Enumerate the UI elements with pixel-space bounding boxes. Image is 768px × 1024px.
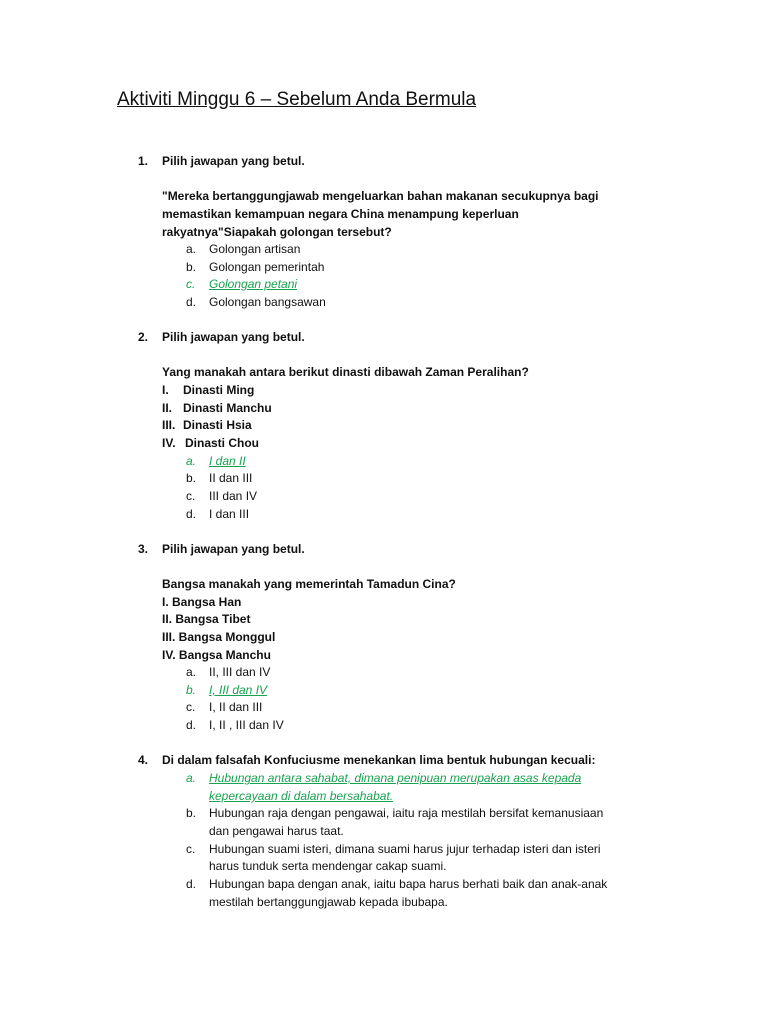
q3-option-c: I, II dan III: [209, 700, 263, 714]
q3-option-d-letter: d.: [186, 718, 197, 732]
q4-option-b-letter: b.: [186, 806, 197, 820]
q2-item-4-roman: IV.: [162, 436, 176, 450]
q3-prompt: Pilih jawapan yang betul.: [162, 542, 305, 556]
q2-option-c: III dan IV: [209, 489, 258, 503]
q4-option-c-letter: c.: [186, 842, 196, 856]
q3-item-1: I. Bangsa Han: [162, 595, 242, 609]
q1-option-a: Golongan artisan: [209, 242, 301, 256]
page-title: Aktiviti Minggu 6 – Sebelum Anda Bermula: [117, 89, 477, 110]
q4-option-d-line-2: mestilah bertanggungjawab kepada ibubapa.: [209, 895, 448, 909]
q3-option-c-letter: c.: [186, 700, 196, 714]
q4-option-a-letter: a.: [186, 771, 197, 785]
q1-option-b: Golongan pemerintah: [209, 260, 325, 274]
q3-number: 3.: [138, 542, 149, 556]
q2-item-3-roman: III.: [162, 418, 176, 432]
q3-option-a: II, III dan IV: [209, 665, 271, 679]
q4-option-a-line-2-correct: kepercayaan di dalam bersahabat.: [209, 789, 394, 803]
q2-item-4: Dinasti Chou: [185, 436, 259, 450]
q4-option-a-line-1-correct: Hubungan antara sahabat, dimana penipuan merupakan asas kepada: [209, 771, 582, 785]
q2-item-2: Dinasti Manchu: [183, 401, 272, 415]
q3-item-3: III. Bangsa Monggul: [162, 630, 276, 644]
q4-option-c-line-1: Hubungan suami isteri, dimana suami harus jujur terhadap isteri dan isteri: [209, 842, 601, 856]
q2-prompt: Pilih jawapan yang betul.: [162, 330, 305, 344]
q2-number: 2.: [138, 330, 149, 344]
q2-item-1: Dinasti Ming: [183, 383, 255, 397]
q2-item-1-roman: I.: [162, 383, 169, 397]
q2-item-2-roman: II.: [162, 401, 173, 415]
q1-option-b-letter: b.: [186, 260, 197, 274]
q1-stem-line-2: memastikan kemampuan negara China menampung keperluan: [162, 207, 519, 221]
q1-stem-line-1: "Mereka bertanggungjawab mengeluarkan bahan makanan secukupnya bagi: [162, 189, 599, 203]
q1-stem-line-3: rakyatnya"Siapakah golongan tersebut?: [162, 225, 392, 239]
q3-option-b-correct: I, III dan IV: [209, 683, 268, 697]
q4-option-b-line-1: Hubungan raja dengan pengawai, iaitu raja mestilah bersifat kemanusiaan: [209, 806, 604, 820]
q4-option-d-letter: d.: [186, 877, 197, 891]
q2-option-a-correct: I dan II: [209, 454, 246, 468]
q3-item-2: II. Bangsa Tibet: [162, 612, 251, 626]
q3-item-4: IV. Bangsa Manchu: [162, 648, 271, 662]
q1-option-c-letter: c.: [186, 277, 196, 291]
q4-stem: Di dalam falsafah Konfuciusme menekankan lima bentuk hubungan kecuali:: [162, 753, 596, 767]
q2-option-b: II dan III: [209, 471, 253, 485]
q3-option-d: I, II , III dan IV: [209, 718, 284, 732]
q4-number: 4.: [138, 753, 149, 767]
q2-option-d-letter: d.: [186, 507, 197, 521]
q2-item-3: Dinasti Hsia: [183, 418, 252, 432]
q2-stem: Yang manakah antara berikut dinasti dibawah Zaman Peralihan?: [162, 365, 529, 379]
q4-option-c-line-2: harus tunduk serta mendengar cakap suami.: [209, 859, 447, 873]
q2-option-c-letter: c.: [186, 489, 196, 503]
q2-option-b-letter: b.: [186, 471, 197, 485]
q2-option-d: I dan III: [209, 507, 250, 521]
q4-option-b-line-2: dan pengawai harus taat.: [209, 824, 344, 838]
q1-option-a-letter: a.: [186, 242, 197, 256]
q1-option-d: Golongan bangsawan: [209, 295, 326, 309]
q1-prompt: Pilih jawapan yang betul.: [162, 154, 305, 168]
q3-option-b-letter: b.: [186, 683, 197, 697]
q3-stem: Bangsa manakah yang memerintah Tamadun Cina?: [162, 577, 456, 591]
q1-option-d-letter: d.: [186, 295, 197, 309]
q2-option-a-letter: a.: [186, 454, 197, 468]
q3-option-a-letter: a.: [186, 665, 197, 679]
q4-option-d-line-1: Hubungan bapa dengan anak, iaitu bapa harus berhati baik dan anak-anak: [209, 877, 608, 891]
q1-option-c-correct: Golongan petani: [209, 277, 298, 291]
q1-number: 1.: [138, 154, 149, 168]
